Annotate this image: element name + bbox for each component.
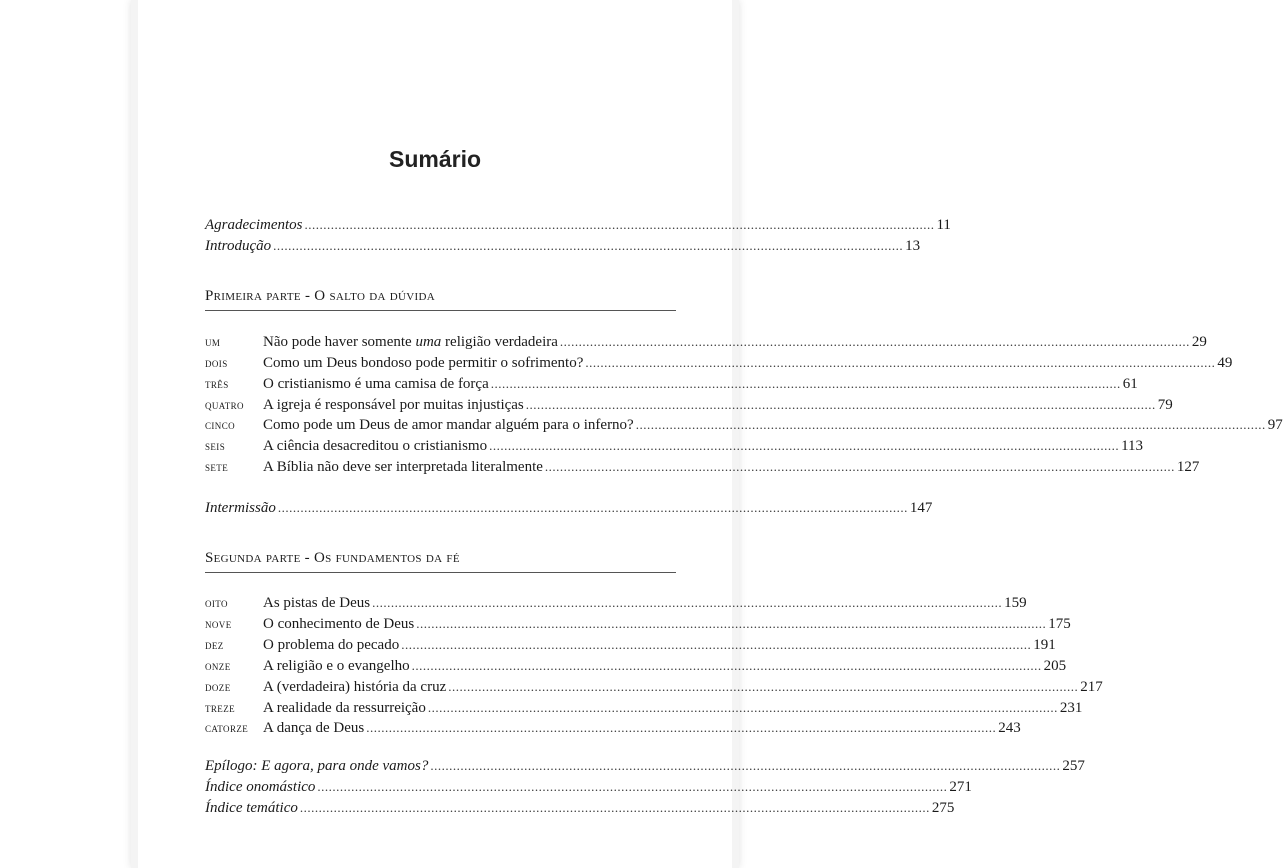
chapter-page: 205 <box>1043 658 1067 674</box>
chapter-row-onze[interactable] <box>205 655 1067 676</box>
chapter-title: Como pode um Deus de amor mandar alguém para o inferno? <box>263 417 634 433</box>
leader-dots: ........................................................................................................................................................................ <box>585 355 1216 370</box>
chapter-title: Como um Deus bondoso pode permitir o sofrimento? <box>263 355 584 371</box>
leader-dots: ........................................................................................................................................................................ <box>448 679 1079 694</box>
chapter-row-tres[interactable] <box>205 373 1138 394</box>
entry-label: Índice temático <box>205 800 298 816</box>
leader-dots: ........................................................................................................................................................................ <box>544 459 1175 474</box>
chapter-row-oito[interactable] <box>205 592 1027 613</box>
leader-dots: ........................................................................................................................................................................ <box>490 376 1121 391</box>
chapter-number: onze <box>205 659 231 673</box>
chapter-row-dez[interactable] <box>205 634 1056 655</box>
entry-page: 11 <box>936 217 951 233</box>
chapter-number: cinco <box>205 418 236 432</box>
chapter-row-catorze[interactable] <box>205 717 1021 738</box>
leader-dots: ........................................................................................................................................................................ <box>299 800 930 815</box>
chapter-row-quatro[interactable] <box>205 394 1173 415</box>
entry-label: Agradecimentos <box>205 217 303 233</box>
entry-page: 13 <box>905 238 921 254</box>
chapter-page: 175 <box>1048 616 1071 632</box>
chapter-number: dez <box>205 638 224 652</box>
leader-dots: ........................................................................................................................................................................ <box>489 438 1120 453</box>
entry-page: 257 <box>1062 758 1085 774</box>
chapter-page: 243 <box>998 720 1021 736</box>
book-page <box>138 0 1283 868</box>
chapter-row-um[interactable] <box>205 331 1207 352</box>
chapter-title: A (verdadeira) história da cruz <box>263 679 447 695</box>
chapter-page: 217 <box>1080 679 1103 695</box>
chapter-title: O cristianismo é uma camisa de força <box>263 376 489 392</box>
toc-entry-epilogo[interactable] <box>205 755 1085 776</box>
chapter-row-sete[interactable] <box>205 456 1200 477</box>
chapter-row-nove[interactable] <box>205 613 1071 634</box>
chapter-page: 79 <box>1157 397 1173 413</box>
chapter-page: 49 <box>1217 355 1233 371</box>
chapter-title: A ciência desacreditou o cristianismo <box>263 438 488 454</box>
page-title: Sumário <box>388 146 482 172</box>
leader-dots: ........................................................................................................................................................................ <box>525 397 1156 412</box>
entry-label: Introdução <box>205 238 272 254</box>
chapter-row-doze[interactable] <box>205 676 1103 697</box>
chapter-number: quatro <box>205 398 244 412</box>
chapter-number: um <box>205 335 221 349</box>
chapter-page: 127 <box>1176 459 1200 475</box>
chapter-row-treze[interactable] <box>205 697 1083 718</box>
toc-entry-intermissao[interactable] <box>205 497 933 518</box>
chapter-title: A Bíblia não deve ser interpretada literalmente <box>263 459 543 475</box>
chapter-number: doze <box>205 680 231 694</box>
chapter-title: A igreja é responsável por muitas injustiças <box>263 397 524 413</box>
chapter-title: A dança de Deus <box>263 720 365 736</box>
chapter-title: O problema do pecado <box>263 637 400 653</box>
part-two-heading: Segunda parte - Os fundamentos da fé <box>205 550 676 573</box>
leader-dots: ........................................................................................................................................................................ <box>273 238 904 253</box>
leader-dots: ........................................................................................................................................................................ <box>411 658 1042 673</box>
toc-entry-indice-tematico[interactable] <box>205 797 955 818</box>
entry-label: Epílogo: E agora, para onde vamos? <box>205 758 429 774</box>
leader-dots: ........................................................................................................................................................................ <box>430 758 1061 773</box>
chapter-page: 159 <box>1004 595 1027 611</box>
leader-dots: ........................................................................................................................................................................ <box>366 720 997 735</box>
chapter-number: seis <box>205 439 226 453</box>
chapter-title: A realidade da ressurreição <box>263 700 426 716</box>
leader-dots: ........................................................................................................................................................................ <box>372 595 1003 610</box>
chapter-number: treze <box>205 701 235 715</box>
leader-dots: ........................................................................................................................................................................ <box>304 217 935 232</box>
chapter-number: catorze <box>205 721 249 735</box>
entry-label: Intermissão <box>205 500 276 516</box>
chapter-page: 113 <box>1121 438 1144 454</box>
entry-page: 271 <box>949 779 972 795</box>
toc-entry-introducao[interactable] <box>205 235 921 256</box>
entry-label: Índice onomástico <box>205 779 316 795</box>
chapter-page: 97 <box>1267 417 1283 433</box>
leader-dots: ........................................................................................................................................................................ <box>559 334 1190 349</box>
toc-entry-indice-onomastico[interactable] <box>205 776 972 797</box>
chapter-page: 61 <box>1122 376 1138 392</box>
chapter-number: oito <box>205 596 228 610</box>
chapter-title: As pistas de Deus <box>263 595 371 611</box>
leader-dots: ........................................................................................................................................................................ <box>401 637 1032 652</box>
leader-dots: ........................................................................................................................................................................ <box>416 616 1047 631</box>
part-one-heading: Primeira parte - O salto da dúvida <box>205 288 676 311</box>
chapter-title: Não pode haver somente uma religião verdadeira <box>263 334 558 350</box>
chapter-page: 29 <box>1191 334 1207 350</box>
chapter-number: dois <box>205 356 228 370</box>
chapter-row-dois[interactable] <box>205 352 1233 373</box>
chapter-row-cinco[interactable] <box>205 414 1283 435</box>
chapter-number: nove <box>205 617 232 631</box>
entry-page: 147 <box>909 500 933 516</box>
toc-entry-agradecimentos[interactable] <box>205 214 951 235</box>
leader-dots: ........................................................................................................................................................................ <box>427 700 1058 715</box>
leader-dots: ........................................................................................................................................................................ <box>635 417 1266 432</box>
leader-dots: ........................................................................................................................................................................ <box>277 500 908 515</box>
chapter-row-seis[interactable] <box>205 435 1144 456</box>
chapter-number: sete <box>205 460 229 474</box>
chapter-title: O conhecimento de Deus <box>263 616 415 632</box>
chapter-page: 191 <box>1033 637 1056 653</box>
leader-dots: ........................................................................................................................................................................ <box>317 779 948 794</box>
entry-page: 275 <box>931 800 955 816</box>
chapter-title: A religião e o evangelho <box>263 658 410 674</box>
chapter-page: 231 <box>1059 700 1083 716</box>
chapter-number: três <box>205 377 229 391</box>
